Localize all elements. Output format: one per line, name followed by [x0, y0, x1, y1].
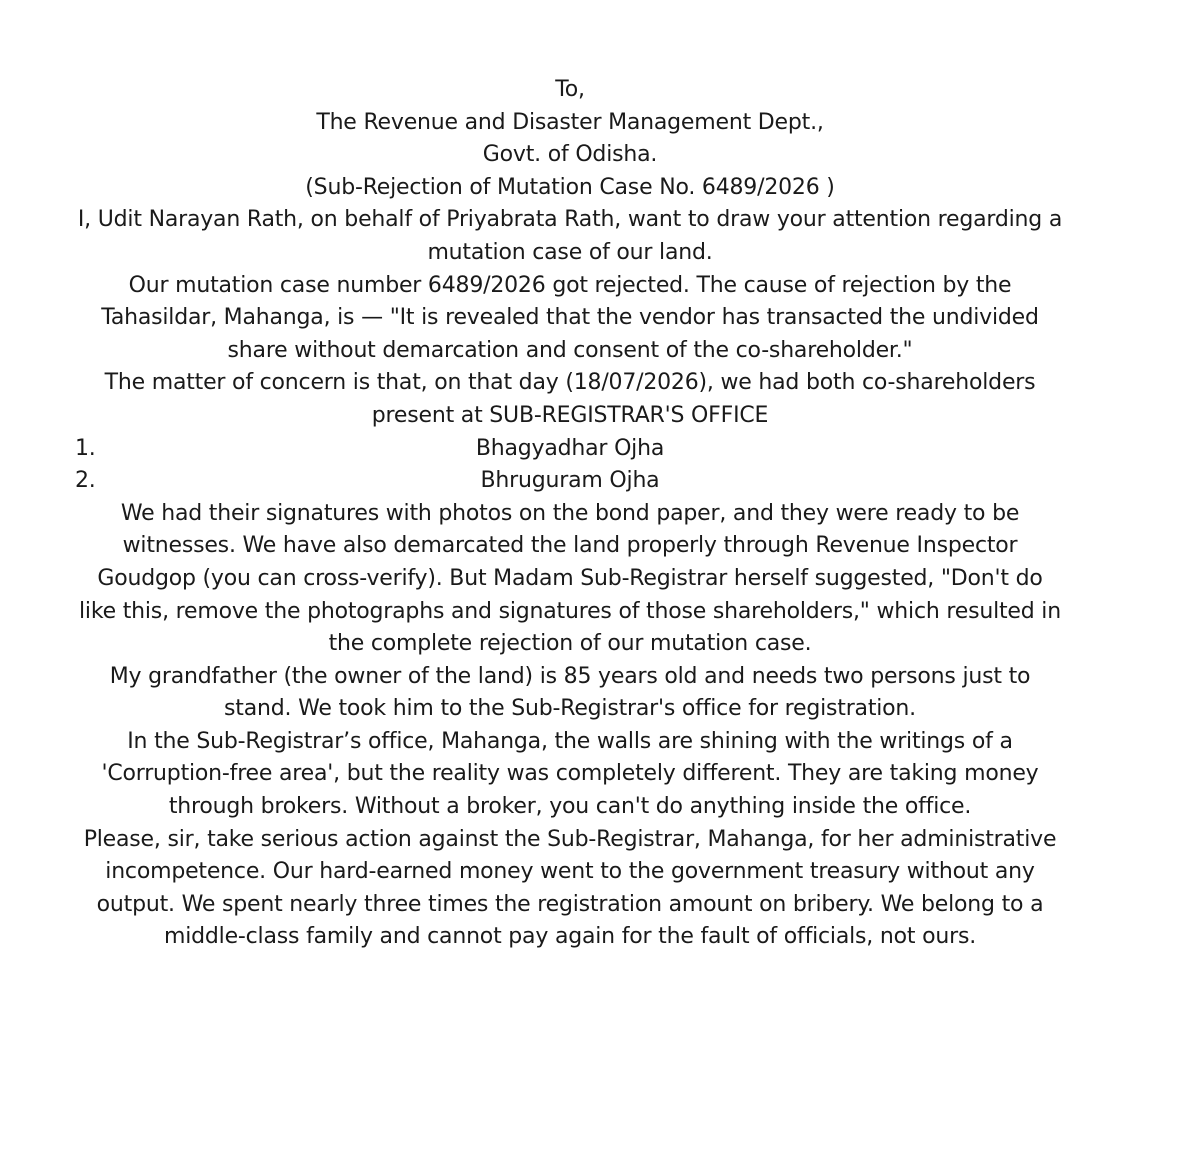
paragraph-line: present at SUB-REGISTRAR'S OFFICE: [371, 402, 769, 428]
list-item-number: 1.: [75, 435, 96, 461]
subject-line: (Sub-Rejection of Mutation Case No. 6489/2026 ): [305, 174, 835, 200]
list-item: [50, 433, 1090, 466]
list-item-name: Bhruguram Ojha: [480, 468, 660, 494]
paragraph-line: I, Udit Narayan Rath, on behalf of Priyabrata Rath, want to draw your attention regarding a: [77, 207, 1063, 233]
address-line-government: Govt. of Odisha.: [482, 142, 658, 168]
paragraph-request: [50, 824, 1090, 954]
paragraph-line: share without demarcation and consent of the co-shareholder.": [227, 337, 913, 363]
paragraph-line: through brokers. Without a broker, you can't do anything inside the office.: [168, 794, 972, 820]
paragraph-line: Goudgop (you can cross-verify). But Madam Sub-Registrar herself suggested, "Don't do: [97, 565, 1043, 591]
paragraph-line: Please, sir, take serious action against the Sub-Registrar, Mahanga, for her administrative: [83, 826, 1057, 852]
co-shareholder-list: [50, 433, 1090, 498]
paragraph-line: 'Corruption-free area', but the reality was completely different. They are taking money: [101, 761, 1039, 787]
paragraph-line: Tahasildar, Mahanga, is — "It is revealed that the vendor has transacted the undivided: [101, 305, 1039, 331]
paragraph-line: witnesses. We have also demarcated the land properly through Revenue Inspector: [122, 533, 1018, 559]
paragraph-line: In the Sub-Registrar’s office, Mahanga, the walls are shining with the writings of a: [127, 728, 1013, 754]
paragraph-rejection-cause: [50, 270, 1090, 368]
paragraph-line: The matter of concern is that, on that day (18/07/2026), we had both co-shareholders: [104, 370, 1036, 396]
paragraph-signatures: [50, 498, 1090, 661]
paragraph-line: middle-class family and cannot pay again for the fault of officials, not ours.: [164, 924, 976, 950]
paragraph-introduction: [50, 204, 1090, 269]
paragraph-line: output. We spent nearly three times the registration amount on bribery. We belong to a: [96, 891, 1044, 917]
paragraph-line: We had their signatures with photos on the bond paper, and they were ready to be: [120, 500, 1020, 526]
letter-body: [50, 74, 1090, 954]
salutation: To,: [555, 77, 585, 102]
paragraph-grandfather: [50, 661, 1090, 726]
paragraph-line: like this, remove the photographs and signatures of those shareholders," which resulted in: [79, 598, 1061, 624]
paragraph-line: stand. We took him to the Sub-Registrar's office for registration.: [224, 696, 916, 722]
list-item-name: Bhagyadhar Ojha: [475, 435, 665, 461]
address-line-department: The Revenue and Disaster Management Dept.,: [316, 109, 824, 135]
paragraph-line: incompetence. Our hard-earned money went to the government treasury without any: [105, 859, 1035, 885]
paragraph-line: Our mutation case number 6489/2026 got rejected. The cause of rejection by the: [128, 272, 1012, 298]
list-item: [50, 465, 1090, 498]
paragraph-line: the complete rejection of our mutation case.: [328, 631, 812, 657]
paragraph-line: My grandfather (the owner of the land) is 85 years old and needs two persons just to: [109, 663, 1031, 689]
paragraph-line: mutation case of our land.: [427, 239, 713, 265]
list-item-number: 2.: [75, 468, 96, 494]
paragraph-corruption: [50, 726, 1090, 824]
paragraph-concern: [50, 367, 1090, 432]
